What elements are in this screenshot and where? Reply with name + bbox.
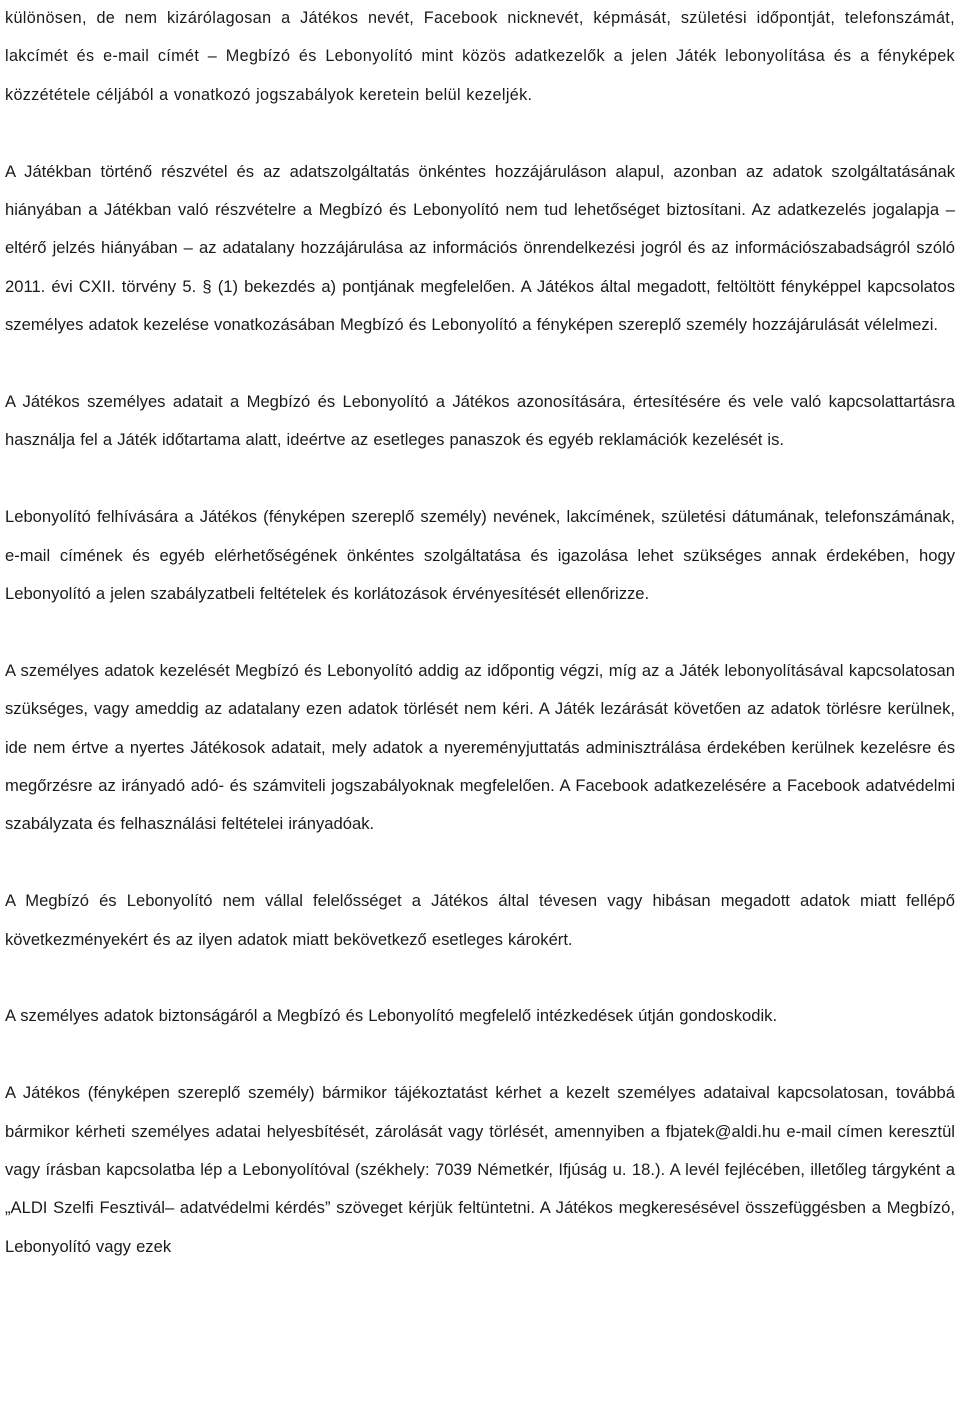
paragraph-gap bbox=[5, 345, 955, 383]
paragraph-verification: Lebonyolító felhívására a Játékos (fényképen szereplő személy) nevének, lakcímének, születési dátumának, telefonszámának, e-mail címének és egyéb elérhetőségének önkéntes szolgáltatása és igazolása lehet szükséges annak érdekében, hogy Lebonyolító a jelen szabályzatbeli feltételek és korlátozások érvényesítését ellenőrizze. bbox=[5, 507, 955, 604]
paragraph-retention: A személyes adatok kezelését Megbízó és Lebonyolító addig az időpontig végzi, míg az a Játék lebonyolításával kapcsolatosan szükséges, vagy ameddig az adatalany ezen adatok törlését nem kéri. A Játék lezárását követően az adatok törlésre kerülnek, ide nem értve a nyertes Játékosok adatait, mely adatok a nyereményjuttatás adminisztrálása érdekében kerülnek kezelésre és megőrzésre az irányadó adó- és számviteli jogszabályoknak megfelelően. A Facebook adatkezelésére a Facebook adatvédelmi szabályzata és felhasználási feltételei irányadóak. bbox=[5, 660, 955, 834]
paragraph-security: A személyes adatok biztonságáról a Megbízó és Lebonyolító megfelelő intézkedések útján gondoskodik. bbox=[5, 1006, 778, 1026]
paragraph-liability: A Megbízó és Lebonyolító nem vállal felelősséget a Játékos által tévesen vagy hibásan megadott adatok miatt fellépő következményekért és az ilyen adatok miatt bekövetkező esetleges károkért. bbox=[5, 891, 955, 949]
paragraph-gap bbox=[5, 959, 955, 997]
paragraph-gap bbox=[5, 613, 955, 651]
paragraph-gap bbox=[5, 1036, 955, 1074]
paragraph-voluntary-participation: A Játékban történő részvétel és az adatszolgáltatás önkéntes hozzájáruláson alapul, azonban az adatok szolgáltatásának hiányában a Játékban való részvételre a Megbízó és Lebonyolító nem tud lehetőséget biztosítani. Az adatkezelés jogalapja – eltérő jelzés hiányában – az adatalany hozzájárulása az információs önrendelkezési jogról és az információszabadságról szóló 2011. évi CXII. törvény 5. § (1) bekezdés a) pontjának megfelelően. A Játékos által megadott, feltöltött fényképpel kapcsolatos személyes adatok kezelése vonatkozásában Megbízó és Lebonyolító a fényképen szereplő személy hozzájárulását vélelmezi. bbox=[5, 161, 955, 335]
paragraph-rights: A Játékos (fényképen szereplő személy) bármikor tájékoztatást kérhet a kezelt személyes adataival kapcsolatosan, továbbá bármikor kérheti személyes adatai helyesbítését, zárolását vagy törlését, amennyiben a fbjatek@aldi.hu e-mail címen keresztül vagy írásban kapcsolatba lép a Lebonyolítóval (székhely: 7039 Németkér, Ifjúság u. 18.). A levél fejlécében, illetőleg tárgyként a „ALDI Szelfi Fesztivál– adatvédelmi kérdés” szöveget kérjük feltüntetni. A Játékos megkeresésével összefüggésben a Megbízó, Lebonyolító vagy ezek bbox=[5, 1083, 955, 1256]
paragraph-gap bbox=[5, 114, 955, 152]
paragraph-gap bbox=[5, 844, 955, 882]
document-page bbox=[5, 0, 955, 1266]
paragraph-data-handling-scope: különösen, de nem kizárólagosan a Játékos nevét, Facebook nicknevét, képmását, születési időpontját, telefonszámát, lakcímét és e-mail címét – Megbízó és Lebonyolító mint közös adatkezelők a jelen Játék lebonyolítása és a fényképek közzététele céljából a vonatkozó jogszabályok keretein belül kezeljék. bbox=[5, 9, 955, 104]
paragraph-gap bbox=[5, 460, 955, 498]
paragraph-data-usage: A Játékos személyes adatait a Megbízó és Lebonyolító a Játékos azonosítására, értesítésére és vele való kapcsolattartásra használja fel a Játék időtartama alatt, ideértve az esetleges panaszok és egyéb reklamációk kezelését is. bbox=[5, 392, 955, 450]
